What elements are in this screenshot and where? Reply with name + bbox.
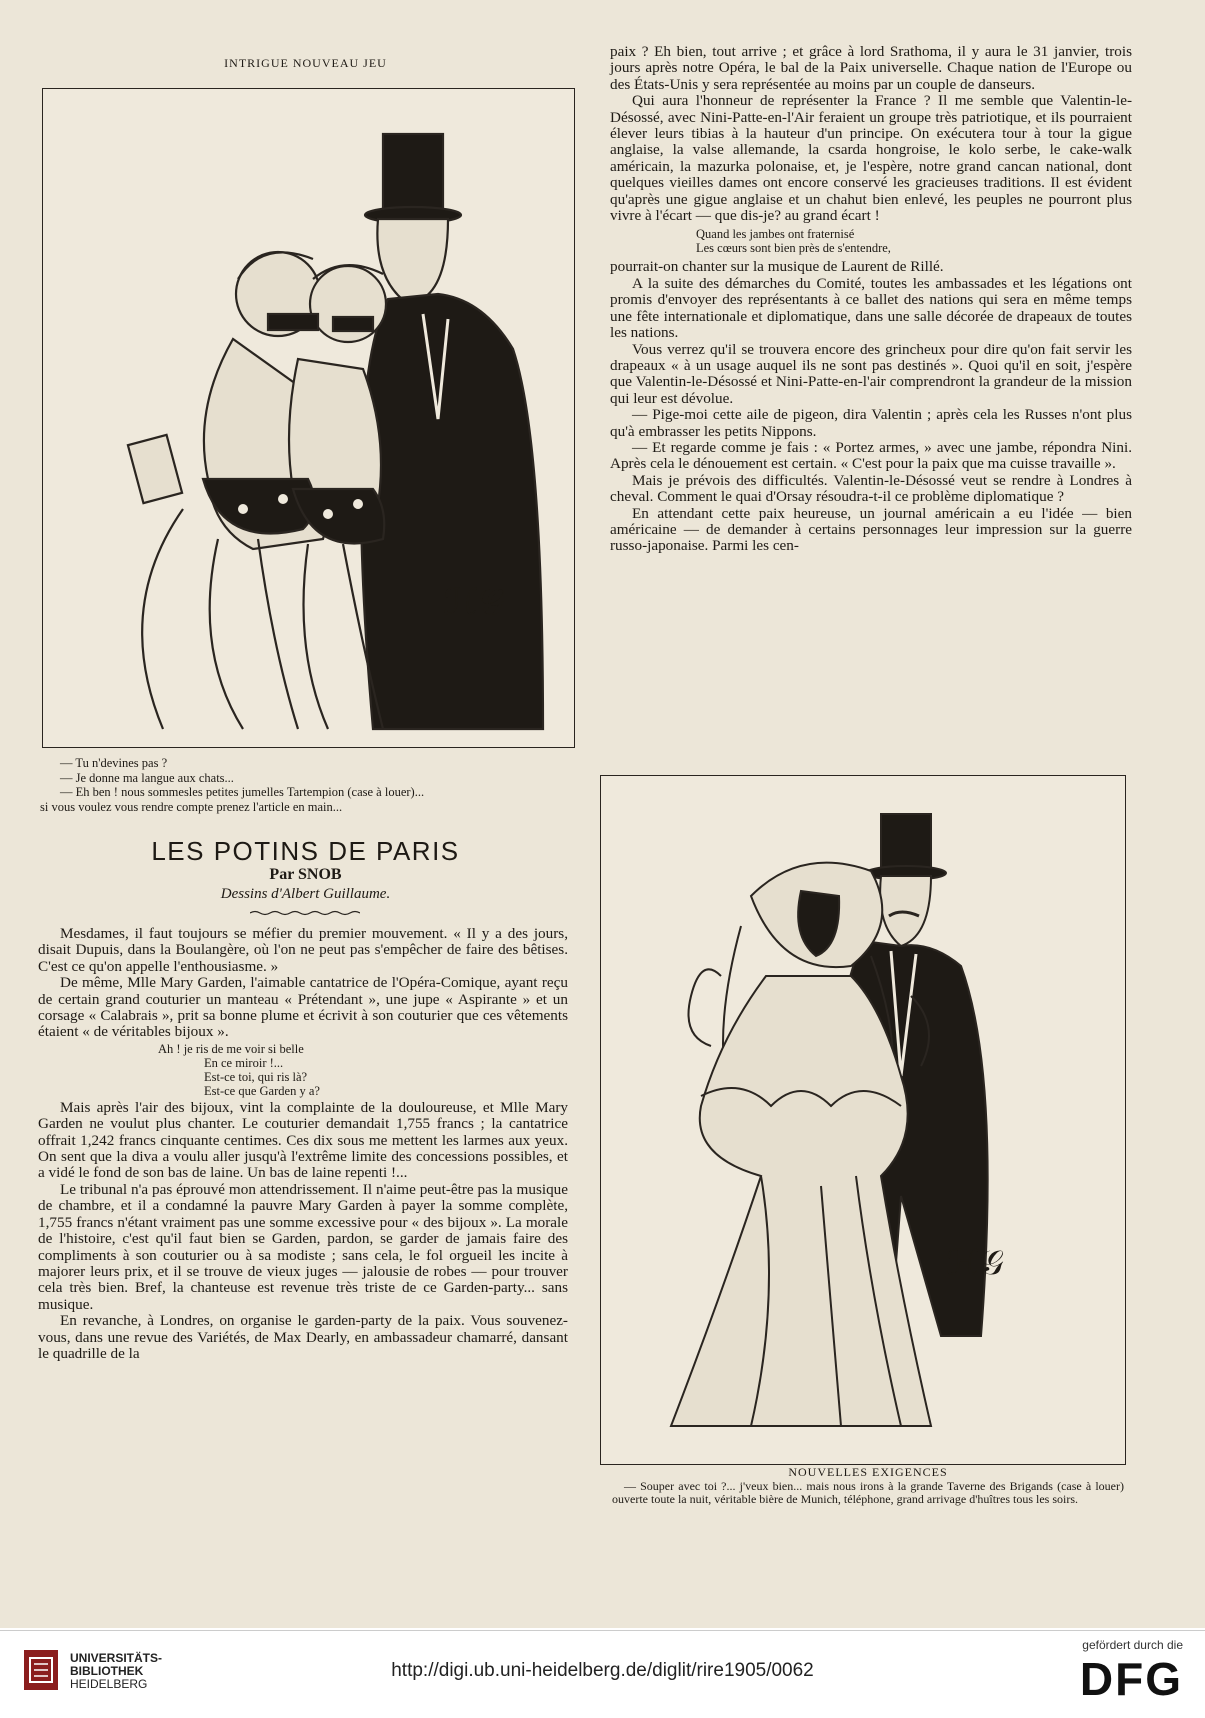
cartoon-drawing-dancers: [43, 89, 574, 747]
cartoon-2-caption: [612, 1466, 1124, 1507]
cartoon-illustration-1: [42, 88, 575, 748]
cartoon-1-caption: [40, 756, 570, 814]
paragraph: En revanche, à Londres, on organise le garden-party de la paix. Vous souvenez-vous, dans une revue des Variétés, de Max Dearly, en ambassadeur chamarré, dansant le quadrille de la: [38, 1312, 568, 1362]
caption-line: — Je donne ma langue aux chats...: [60, 770, 234, 785]
paragraph: De même, Mlle Mary Garden, l'aimable cantatrice de l'Opéra-Comique, ayant reçu de certain grand couturier un manteau « Prétendant », une jupe « Aspirante » et un corsage « Calabrais », prit sa bonne plume et écrivit à son couturier que ces vêtements étaient « de véritables bijoux ».: [38, 974, 568, 1041]
paragraph: paix ? Eh bien, tout arrive ; et grâce à lord Srathoma, il y aura le 31 janvier, trois jours après notre Opéra, le bal de la Paix universelle. Chaque nation de l'Europe ou des États-Unis y sera représentée au moins par un couple de danseurs.: [610, 43, 1132, 93]
cartoon-2-title: NOUVELLES EXIGENCES: [788, 1465, 948, 1479]
paragraph: Qui aura l'honneur de représenter la France ? Il me semble que Valentin-le-Désossé, avec Nini-Patte-en-l'Air feraient un groupe très patriotique, et ils pourraient élever leurs tibias à la hauteur d'un principe. On exécutera tour à tour la gigue anglaise, la valse allemande, la csarda hongroise, le kolo serbe, le cake-walk américain, la mazurka polonaise, et, je l'espère, notre grand cancan national, dont quelques vieilles dames ont encore conservé les gracieuses traditions. Il est évident qu'après une gigue anglaise et un chahut bien enlevé, les peuples ne pourront plus vivre à l'écart — que dis-je? au grand écart !: [610, 92, 1132, 225]
article-byline: Par SNOB: [269, 866, 342, 883]
cartoon-drawing-couple: [601, 776, 1125, 1464]
paragraph: pourrait-on chanter sur la musique de Laurent de Rillé.: [610, 258, 944, 276]
verse-line: Est-ce toi, qui ris là?: [204, 1069, 308, 1084]
cartoon-2-text: — Souper avec toi ?... j'veux bien... mais nous irons à la grande Taverne des Brigands (case à louer) ouverte toute la nuit, véritable bière de Munich, téléphone, grand arrivage d'huîtres tous les soirs.: [612, 1478, 1124, 1506]
institution-line: BIBLIOTHEK: [70, 1664, 144, 1678]
paragraph: Vous verrez qu'il se trouvera encore des grincheux pour dire qu'on fait servir les drapeaux « à un usage auquel ils ne sont pas destinés ». Quoi qu'il en soit, j'espère que Valentin-le-Désossé et Nini-Patte-en-l'air comprendront la grandeur de la mission qui leur est dévolue.: [610, 340, 1132, 407]
verse-line: Ah ! je ris de me voir si belle: [158, 1041, 304, 1056]
paragraph: Mais je prévois des difficultés. Valentin-le-Désossé veut se rendre à Londres à cheval. Comment le quai d'Orsay résoudra-t-il ce problème diplomatique ?: [610, 471, 1132, 506]
verse-line: Les cœurs sont bien près de s'entendre,: [696, 241, 891, 256]
article-illustrator: Dessins d'Albert Guillaume.: [220, 886, 391, 902]
article-title: LES POTINS DE PARIS: [151, 836, 460, 866]
caption-line: — Eh ben ! nous sommesles petites jumelles Tartempion (case à louer)...: [60, 785, 425, 799]
ornament-divider: [250, 910, 360, 916]
verse-block: [38, 1042, 568, 1098]
paragraph: — Pige-moi cette aile de pigeon, dira Valentin ; après cela les Russes n'ont plus qu'à embrasser les petits Nippons.: [610, 406, 1132, 440]
verse-line: Quand les jambes ont fraternisé: [696, 227, 855, 242]
paragraph: — Et regarde comme je fais : « Portez armes, » avec une jambe, répondra Nini. Après cela le dénouement est certain. « C'est pour la paix que ma cuisse travaille ».: [610, 438, 1132, 473]
verse-block-2: [610, 227, 1132, 255]
verse-line: Est-ce que Garden y a?: [204, 1083, 320, 1098]
paragraph: A la suite des démarches du Comité, toutes les ambassades et les légations ont promis d'envoyer des représentants à ce ballet des nations qui sera en même temps une fête internationale et diplomatique, dans une salle décorée de drapeaux de toutes les nations.: [610, 274, 1132, 342]
cartoon-illustration-2: [600, 775, 1126, 1465]
page-header: INTRIGUE NOUVEAU JEU: [224, 56, 387, 70]
caption-line: — Tu n'devines pas ?: [60, 756, 168, 770]
paragraph: Mais après l'air des bijoux, vint la complainte de la douloureuse, et Mlle Mary Garden ne voulut plus chanter. Le couturier demandait 1,755 francs ; la cantatrice offrait 1,242 francs cinquante centimes. Ces dix sous me mettent les larmes aux yeux. On sent que la diva a voulu aller jusqu'à l'extrême limite des concessions possibles, et a vidé le fond de son bas de laine. Un bas de laine repenti !...: [38, 1098, 568, 1182]
institution-line: UNIVERSITÄTS-: [70, 1651, 163, 1665]
paragraph: Mesdames, il faut toujours se méfier du premier mouvement. « Il y a des jours, disait Dupuis, dans la Boulangère, où l'on ne peut pas s'empêcher de faire des bêtises. C'est ce qu'on appelle l'enthousiasme. »: [38, 925, 568, 975]
svg-text:ℋ𝒢: ℋ𝒢: [443, 582, 505, 623]
funded-by-label: gefördert durch die: [1082, 1638, 1183, 1652]
dfg-logo: DFG: [1079, 1653, 1183, 1705]
paragraph: Le tribunal n'a pas éprouvé mon attendrissement. Il n'aime peut-être pas la musique de chambre, et il a condamné la pauvre Mary Garden à payer la somme complète, 1,755 francs n'étant vraiment pas une somme excessive pour « des bijoux ». La morale de l'histoire, c'est qu'il faut bien se Garden, pardon, se garder de jamais faire des compliments à son couturier ou à sa modiste ; sans cela, le fol orgueil les incite à majorer leurs prix, et il se trouve de vieux juges — jalousie de robes — pour trouver cela très bien. Bref, la chanteuse est revenue très triste de ce Garden-party... sans musique.: [38, 1180, 568, 1313]
institution-line: HEIDELBERG: [70, 1677, 148, 1691]
verse-line: En ce miroir !...: [204, 1055, 284, 1070]
caption-line: si vous voulez vous rendre compte prenez l'article en main...: [40, 799, 343, 814]
footer-divider: [0, 1630, 1205, 1631]
svg-text:ℋ𝒢: ℋ𝒢: [946, 1243, 1004, 1283]
source-url-link[interactable]: http://digi.ub.uni-heidelberg.de/diglit/rire1905/0062: [391, 1660, 814, 1681]
article-body-left: [38, 926, 568, 1362]
article-body-right: [610, 44, 1132, 555]
paragraph: En attendant cette paix heureuse, un journal américain a eu l'idée — bien américaine — de demander à certains personnages leur impression sur la guerre russo-japonaise. Parmi les cen-: [610, 504, 1132, 555]
